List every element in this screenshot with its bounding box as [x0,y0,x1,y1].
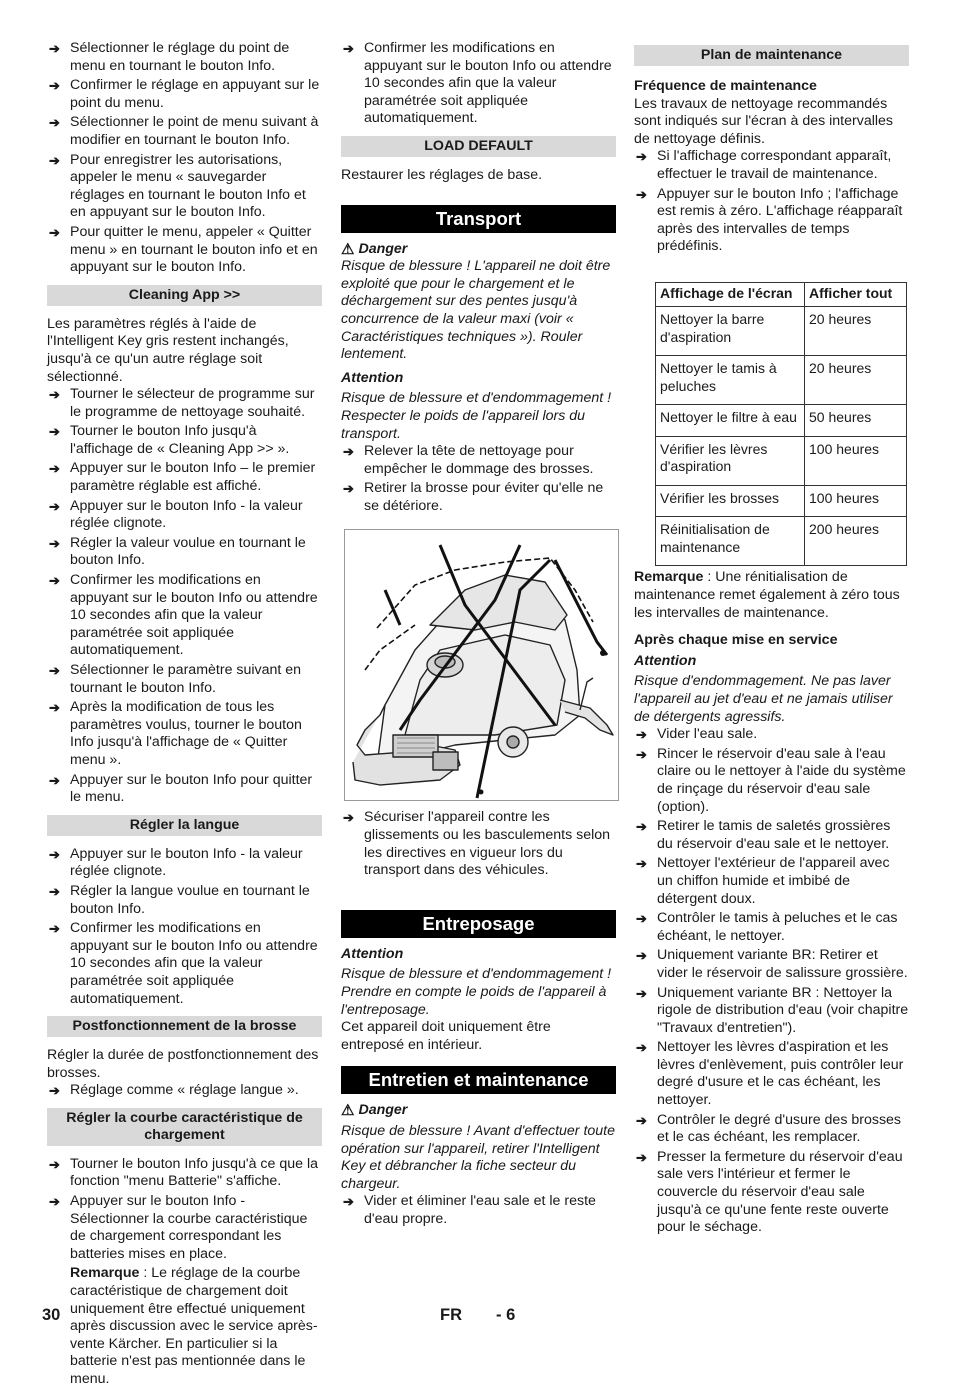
list-item: ➔ Si l'affichage correspondant apparaît, effectuer le travail de maintenance. [636,148,892,182]
warning-triangle-icon: ⚠ [341,1102,355,1120]
arrow-icon: ➔ [49,535,60,551]
section-heading-postfonctionnement: Postfonctionnement de la brosse [47,1016,322,1037]
warning-triangle-icon: ⚠ [341,240,355,258]
arrow-icon: ➔ [49,152,60,168]
language-code: FR [440,1306,462,1324]
arrow-icon: ➔ [343,444,354,460]
danger-text: Risque de blessure ! L'appareil ne doit être exploité que pour le chargement et le déchargement sur des pentes jusqu'à concurrence de la valeur maxi (voir « Caractéristiques techniques »). Rouler lentement. [341,258,611,363]
list-item: ➔ Sélectionner le réglage du point de menu en tournant le bouton Info. [49,40,290,74]
danger-label: ⚠ Danger [341,1102,408,1120]
attention-label: Attention [341,369,404,386]
table-cell: Nettoyer le filtre à eau [656,405,805,437]
arrow-icon: ➔ [49,663,60,678]
arrow-icon: ➔ [49,772,60,788]
list-item: ➔ Appuyer sur le bouton Info – le premier paramètre réglable est affiché. [49,460,316,495]
danger-text: Risque de blessure ! Avant d'effectuer toute opération sur l'appareil, retirer l'Intelligent Key et débrancher la fiche secteur du chargeur. [341,1123,616,1192]
list-item: ➔ Nettoyer les lèvres d'aspiration et les lèvres d'enlèvement, puis contrôler leur degré d'usure et le cas échéant, les nettoyer. [636,1039,904,1109]
table-row [656,517,907,566]
list-item: ➔ Contrôler le tamis à peluches et le cas échéant, le nettoyer. [636,910,898,944]
subheading-frequence: Fréquence de maintenance [634,78,817,94]
arrow-icon: ➔ [636,948,647,964]
list-item: ➔ Confirmer les modifications en appuyant sur le bouton Info ou attendre 10 secondes afin que la valeur paramétrée soit appliquée automatiquement. [49,920,318,1007]
list-item: ➔ Uniquement variante BR: Retirer et vider le réservoir de salissure grossière. [636,947,908,981]
list-item: ➔ Confirmer le réglage en appuyant sur le point du menu. [49,77,320,111]
table-cell: 50 heures [805,405,907,437]
list-item: ➔ Appuyer sur le bouton Info - la valeur réglée clignote. [49,845,303,880]
list-item: ➔ Rincer le réservoir d'eau sale à l'eau claire ou le nettoyer à l'aide du système de rinçage du réservoir d'eau sale (option). [636,745,906,815]
arrow-icon: ➔ [49,498,60,514]
section-heading-courbe: Régler la courbe caractéristique de chargement [47,1108,322,1146]
arrow-icon: ➔ [49,387,60,403]
column-left [47,40,322,1389]
table-cell: Nettoyer le tamis à peluches [656,356,805,405]
arrow-icon: ➔ [636,727,647,743]
attention-text: Risque de blessure et d'endommagement ! Prendre en compte le poids de l'appareil à l'entreposage. [341,966,612,1018]
arrow-icon: ➔ [49,424,60,440]
arrow-icon: ➔ [343,41,354,56]
arrow-icon: ➔ [49,573,60,589]
arrow-icon: ➔ [49,883,60,899]
column-header: Afficher tout [805,282,907,307]
list-item: ➔ Pour enregistrer les autorisations, appeler le menu « sauvegarder réglages en tournant le bouton Info et en appuyant sur le bouton Info. [49,151,306,221]
apres-bullets [634,726,909,1237]
arrow-icon: ➔ [636,1040,647,1056]
section-heading-load-default: LOAD DEFAULT [341,136,616,157]
list-item: ➔ Presser la fermeture du réservoir d'eau sale vers l'intérieur et fermer le couvercle du réservoir d'eau sale jusqu'à ce qu'une fente reste ouverte pour le séchage. [636,1148,903,1236]
attention-text: Risque de blessure et d'endommagement ! Respecter le poids de l'appareil lors du transport. [341,390,612,442]
arrow-icon: ➔ [343,481,354,497]
column-header: Affichage de l'écran [656,282,805,307]
intro-bullets [47,40,322,277]
list-item: ➔ Tourner le bouton Info jusqu'à l'affichage de « Cleaning App >> ». [49,423,290,457]
arrow-icon: ➔ [636,149,647,165]
arrow-icon: ➔ [636,1112,647,1128]
column-right [634,40,909,1239]
danger-label: ⚠ Danger [341,240,408,258]
cleaning-app-text: Les paramètres réglés à l'aide de l'Intelligent Key gris restent inchangés, jusqu'à ce qu'un autre réglage soit sélectionné. [47,315,289,385]
arrow-icon: ➔ [49,846,60,862]
cleaning-app-bullets [47,386,322,807]
section-heading-cleaning-app: Cleaning App >> [47,285,322,306]
arrow-icon: ➔ [343,1194,354,1210]
chapter-heading-entreposage: Entreposage [341,910,616,938]
list-item: ➔ Sélectionner le point de menu suivant à modifier en tournant le bouton Info. [49,114,319,148]
arrow-icon: ➔ [636,746,647,762]
list-item: ➔ Tourner le sélecteur de programme sur le programme de nettoyage souhaité. [49,386,315,420]
table-cell: Vérifier les lèvres d'aspiration [656,436,805,485]
list-item: ➔ Appuyer sur le bouton Info ; l'affichage est remis à zéro. L'affichage réapparaît après des intervalles de temps prédéfinis. [636,185,903,255]
table-cell: 20 heures [805,307,907,356]
arrow-icon: ➔ [49,700,60,716]
list-item: ➔ Retirer le tamis de saletés grossières du réservoir d'eau sale et le nettoyer. [636,818,891,852]
arrow-icon: ➔ [49,1194,60,1210]
list-item: ➔ Confirmer les modifications en appuyant sur le bouton Info ou attendre 10 secondes afin que la valeur paramétrée soit appliquée automatiquement. [343,40,612,127]
list-item: ➔ Pour quitter le menu, appeler « Quitter menu » en tournant le bouton info et en appuyant sur le bouton Info. [49,223,318,276]
arrow-icon: ➔ [636,186,647,202]
list-item: ➔ Confirmer les modifications en appuyant sur le bouton Info ou attendre 10 secondes afin que la valeur paramétrée soit appliquée automatiquement. [49,572,318,659]
attention-text: Risque d'endommagement. Ne pas laver l'appareil au jet d'eau et ne jamais utiliser de détergents agressifs. [634,673,893,725]
arrow-icon: ➔ [343,810,354,826]
column-middle [341,40,616,1231]
sub-page-number: - 6 [496,1306,516,1324]
list-item: ➔ Uniquement variante BR : Nettoyer la rigole de distribution d'eau (voir chapitre "Travaux d'entretien"). [636,984,909,1036]
arrow-icon: ➔ [636,819,647,835]
list-item: ➔ Nettoyer l'extérieur de l'appareil avec un chiffon humide et imbibé de détergent doux. [636,855,890,907]
list-item: ➔ Régler la valeur voulue en tournant le bouton Info. [49,534,306,569]
entreposage-text: Cet appareil doit uniquement être entreposé en intérieur. [341,1019,551,1053]
list-item: ➔ Sélectionner le paramètre suivant en tournant le bouton Info. [49,662,302,696]
table-cell: 100 heures [805,485,907,517]
arrow-icon: ➔ [636,985,647,1001]
courbe-note: Remarque : Le réglage de la courbe caractéristique de chargement doit uniquement être effectué uniquement après discussion avec le service après-vente Kärcher. En particulier si la batterie n'est pas mentionnée dans le menu. [70,1265,318,1387]
section-heading-langue: Régler la langue [47,815,322,836]
list-item: ➔ Retirer la brosse pour éviter qu'elle ne se détériore. [343,480,604,514]
list-item: ➔ Vider et éliminer l'eau sale et le reste d'eau propre. [343,1193,596,1227]
arrow-icon: ➔ [636,1149,647,1165]
list-item: ➔ Appuyer sur le bouton Info pour quitter le menu. [49,771,313,806]
list-item: ➔ Tourner le bouton Info jusqu'à ce que la fonction "menu Batterie" s'affiche. [49,1155,319,1190]
attention-label: Attention [634,652,697,669]
list-item: ➔ Appuyer sur le bouton Info - la valeur réglée clignote. [49,497,303,532]
langue-bullets [47,846,322,1008]
arrow-icon: ➔ [636,911,647,927]
list-item: ➔ Après la modification de tous les paramètres voulus, tourner le bouton Info jusqu'à l'affichage de « Quitter menu ». [49,699,302,768]
list-item: ➔ Réglage comme « réglage langue ». [49,1082,299,1099]
list-item: ➔ Régler la langue voulue en tournant le bouton Info. [49,882,310,917]
list-item: ➔ Contrôler le degré d'usure des brosses et le cas échéant, les remplacer. [636,1111,902,1146]
arrow-icon: ➔ [49,115,60,131]
table-cell: 20 heures [805,356,907,405]
table-cell: Nettoyer la barre d'aspiration [656,307,805,356]
chapter-heading-entretien: Entretien et maintenance [341,1066,616,1094]
table-row [656,405,907,437]
list-item: ➔ Appuyer sur le bouton Info - Sélectionner la courbe caractéristique de chargement correspondant les batteries mises en place. [49,1193,308,1262]
arrow-icon: ➔ [49,1083,60,1099]
arrow-icon: ➔ [49,41,60,56]
table-cell: 100 heures [805,436,907,485]
arrow-icon: ➔ [636,856,647,872]
attention-label: Attention [341,945,404,962]
arrow-icon: ➔ [49,461,60,477]
maintenance-table [655,282,907,567]
postfonct-text: Régler la durée de postfonctionnement des brosses. [47,1047,319,1081]
table-header-row [656,282,907,307]
table-row [656,307,907,356]
load-default-text: Restaurer les réglages de base. [341,166,543,183]
table-row [656,356,907,405]
section-heading-plan: Plan de maintenance [634,45,909,66]
list-item: ➔ Vider l'eau sale. [636,726,758,743]
maintenance-note: Remarque : Une rénitialisation de maintenance remet également à zéro tous les intervalles de maintenance. [634,569,900,621]
table-cell: Réinitialisation de maintenance [656,517,805,566]
table-row [656,436,907,485]
table-row [656,485,907,517]
page-number: 30 [42,1306,61,1324]
table-cell: 200 heures [805,517,907,566]
subheading-apres: Après chaque mise en service [634,632,838,649]
plan-text: Les travaux de nettoyage recommandés sont indiqués sur l'écran à des intervalles de nettoyage définis. [634,95,894,147]
chapter-heading-transport: Transport [341,205,616,233]
arrow-icon: ➔ [49,78,60,94]
table-cell: Vérifier les brosses [656,485,805,517]
arrow-icon: ➔ [49,921,60,937]
arrow-icon: ➔ [49,224,60,240]
scrubber-dryer-illustration [345,530,618,800]
machine-transport-illustration [344,529,619,801]
arrow-icon: ➔ [49,1156,60,1172]
list-item: ➔ Relever la tête de nettoyage pour empêcher le dommage des brosses. [343,443,594,477]
list-item: ➔ Sécuriser l'appareil contre les glissements ou les basculements selon les directives en vigueur lors du transport dans des véhicules. [343,809,611,879]
